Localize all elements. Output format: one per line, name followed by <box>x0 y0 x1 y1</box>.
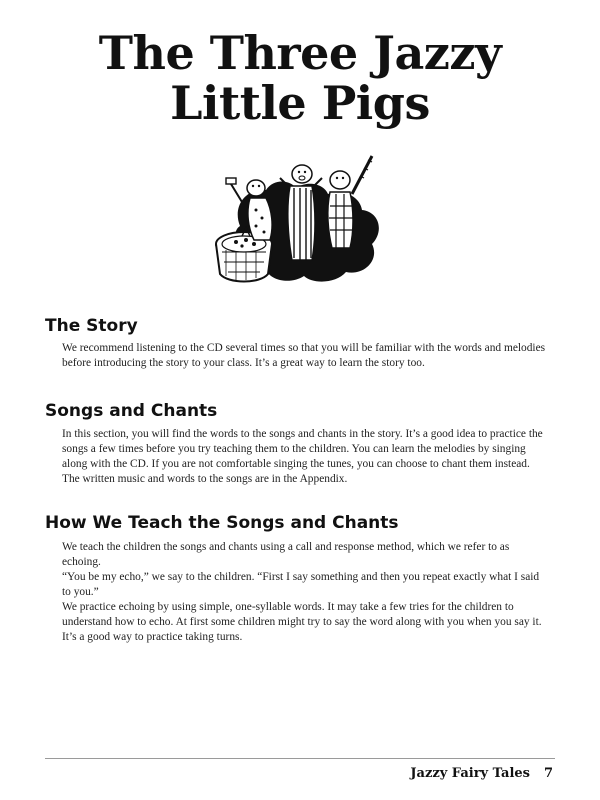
page-title-line-1: The Three Jazzy <box>98 26 502 80</box>
section-heading-how-we-teach: How We Teach the Songs and Chants <box>45 513 399 533</box>
paragraph: We teach the children the songs and chants using a call and response method, which we refer to as echoing. <box>62 541 510 568</box>
page-title-line-2: Little Pigs <box>170 76 430 130</box>
paragraph: We practice echoing by using simple, one-syllable words. It may take a few tries for the children to understand how to echo. At first some children might try to say the word along with you when you say it. It’s a good way to practice taking turns. <box>62 601 542 643</box>
footer-page-number: 7 <box>543 766 553 781</box>
section-heading-the-story: The Story <box>45 316 138 336</box>
paragraph: In this section, you will find the words to the songs and chants in the story. It’s a good idea to practice the songs a few times before you try teaching them to the children. You can learn the melodies by singing along with the CD. If you are not comfortable singing the tunes, you can choose to chant them instead. The written music and words to the songs are in the Appendix. <box>62 428 543 485</box>
footer-book-title: Jazzy Fairy Tales <box>410 766 530 781</box>
paragraph: We recommend listening to the CD several times so that you will be familiar with the words and melodies before introducing the story to your class. It’s a great way to learn the story too. <box>62 342 546 369</box>
footer-divider <box>45 758 555 759</box>
section-heading-songs-and-chants: Songs and Chants <box>45 401 218 421</box>
paragraph: “You be my echo,” we say to the children. “First I say something and then you repeat exactly what I said to you.” <box>62 571 540 598</box>
three-pigs-illustration-icon <box>212 148 388 288</box>
page-title <box>0 28 600 128</box>
